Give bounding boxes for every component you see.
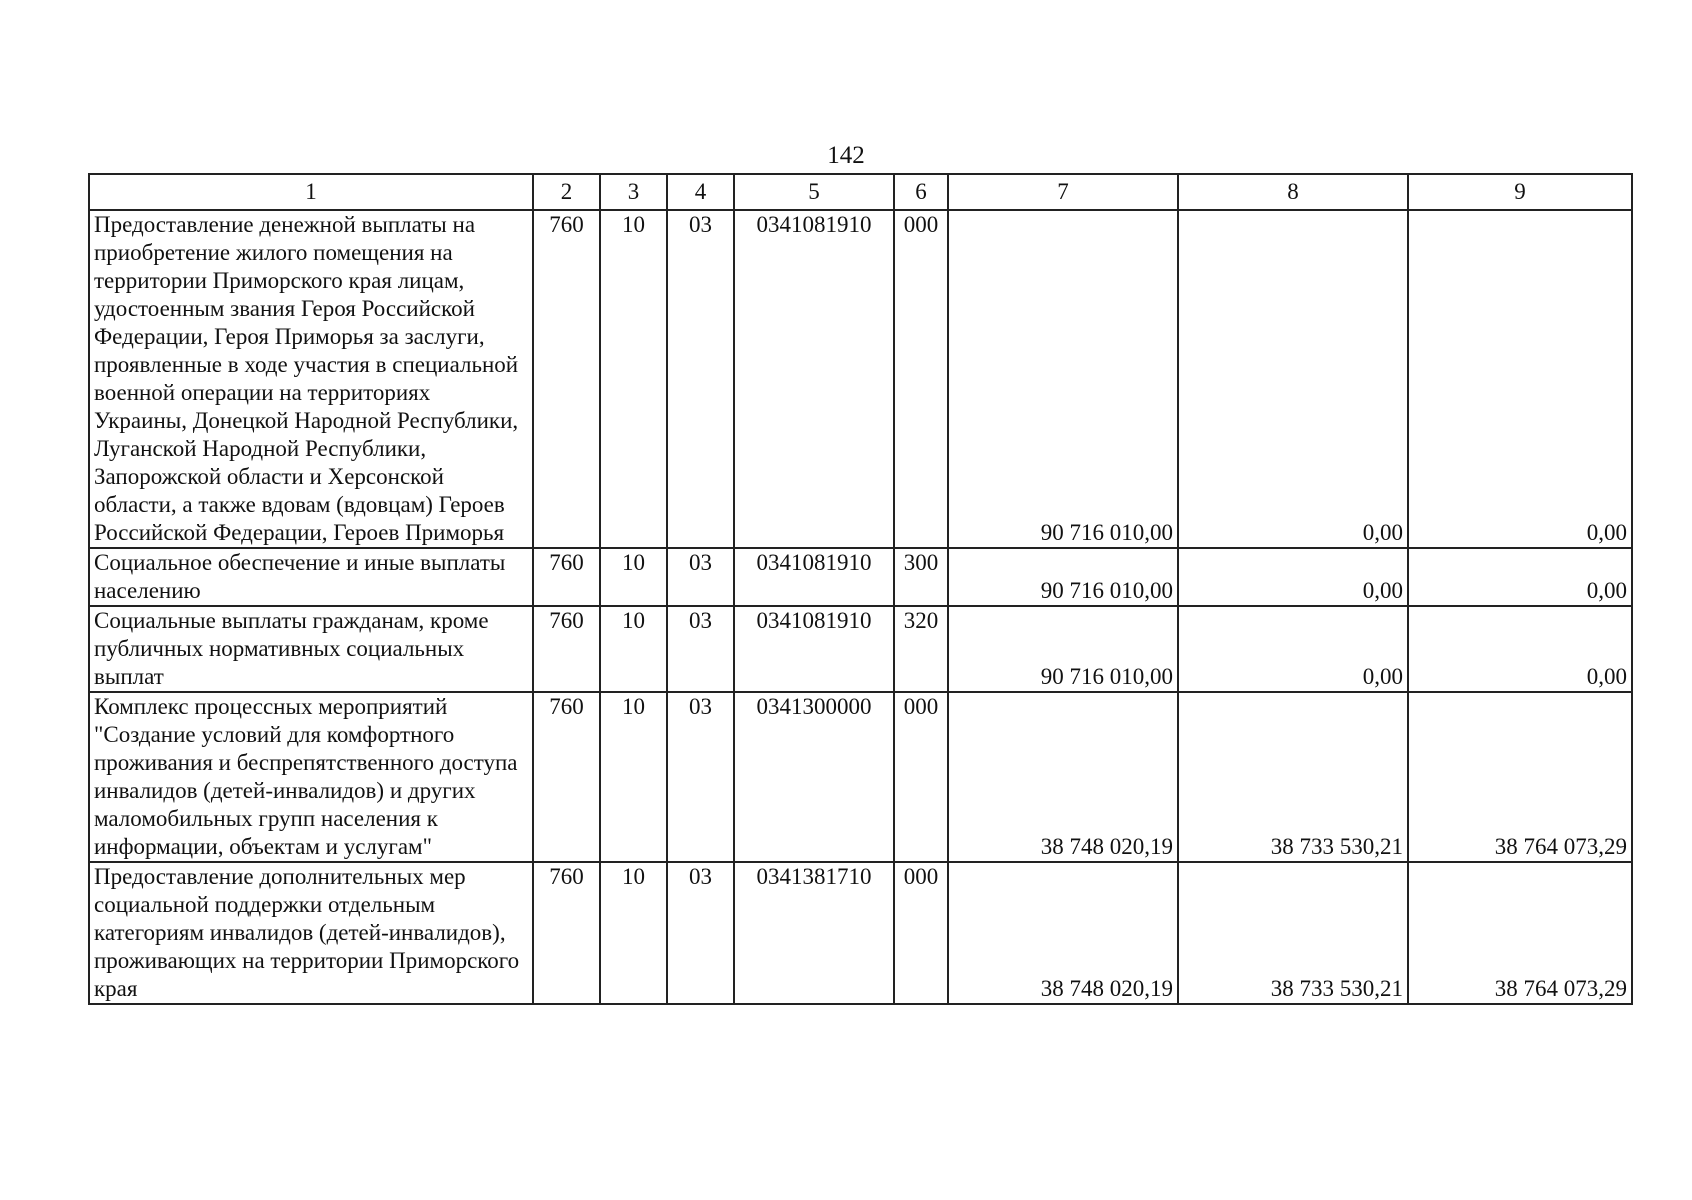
col-7-amount: 90 716 010,00 <box>948 606 1178 692</box>
col-4-cell: 03 <box>667 606 734 692</box>
col-7-amount: 90 716 010,00 <box>948 210 1178 548</box>
col-5-cell: 0341081910 <box>734 606 894 692</box>
col-9-amount: 0,00 <box>1408 606 1632 692</box>
col-9-amount: 0,00 <box>1408 210 1632 548</box>
row-name: Предоставление денежной выплаты на приобретение жилого помещения на территории Приморского края лицам, удостоенным звания Героя Российской Федерации, Героя Приморья за заслуги, проявленные в ходе участия в специальной военной операции на территориях Украины, Донецкой Народной Республики, Луганской Народной Республики, Запорожской области и Херсонской области, а также вдовам (вдовцам) Героев Российской Федерации, Героев Приморья <box>89 210 533 548</box>
col-6-cell: 000 <box>894 210 948 548</box>
col-4-cell: 03 <box>667 210 734 548</box>
table-row <box>89 862 1632 1004</box>
col-9-amount: 38 764 073,29 <box>1408 692 1632 862</box>
row-name: Предоставление дополнительных мер социальной поддержки отдельным категориям инвалидов (детей-инвалидов), проживающих на территории Приморского края <box>89 862 533 1004</box>
col-4-cell: 03 <box>667 862 734 1004</box>
col-2-cell: 760 <box>533 606 600 692</box>
col-4-cell: 03 <box>667 692 734 862</box>
header-cell: 5 <box>734 174 894 210</box>
table-row <box>89 210 1632 548</box>
row-name: Комплекс процессных мероприятий "Создание условий для комфортного проживания и беспрепятственного доступа инвалидов (детей-инвалидов) и других маломобильных групп населения к информации, объектам и услугам" <box>89 692 533 862</box>
col-2-cell: 760 <box>533 692 600 862</box>
col-6-cell: 000 <box>894 692 948 862</box>
header-cell: 1 <box>89 174 533 210</box>
col-4-cell: 03 <box>667 548 734 606</box>
header-cell: 4 <box>667 174 734 210</box>
row-name: Социальные выплаты гражданам, кроме публичных нормативных социальных выплат <box>89 606 533 692</box>
col-6-cell: 000 <box>894 862 948 1004</box>
col-7-amount: 90 716 010,00 <box>948 548 1178 606</box>
header-cell: 3 <box>600 174 667 210</box>
header-cell: 2 <box>533 174 600 210</box>
col-9-amount: 0,00 <box>1408 548 1632 606</box>
col-5-cell: 0341300000 <box>734 692 894 862</box>
row-name: Социальное обеспечение и иные выплаты населению <box>89 548 533 606</box>
col-3-cell: 10 <box>600 548 667 606</box>
col-7-amount: 38 748 020,19 <box>948 692 1178 862</box>
col-3-cell: 10 <box>600 862 667 1004</box>
col-8-amount: 0,00 <box>1178 606 1408 692</box>
col-8-amount: 0,00 <box>1178 210 1408 548</box>
header-cell: 6 <box>894 174 948 210</box>
table-row <box>89 548 1632 606</box>
col-6-cell: 300 <box>894 548 948 606</box>
col-2-cell: 760 <box>533 862 600 1004</box>
page-number: 142 <box>827 142 865 169</box>
col-8-amount: 0,00 <box>1178 548 1408 606</box>
col-2-cell: 760 <box>533 210 600 548</box>
col-3-cell: 10 <box>600 692 667 862</box>
header-row <box>89 174 1632 210</box>
col-2-cell: 760 <box>533 548 600 606</box>
col-8-amount: 38 733 530,21 <box>1178 862 1408 1004</box>
col-9-amount: 38 764 073,29 <box>1408 862 1632 1004</box>
col-8-amount: 38 733 530,21 <box>1178 692 1408 862</box>
col-3-cell: 10 <box>600 606 667 692</box>
header-cell: 8 <box>1178 174 1408 210</box>
table-row <box>89 692 1632 862</box>
col-7-amount: 38 748 020,19 <box>948 862 1178 1004</box>
header-cell: 7 <box>948 174 1178 210</box>
col-5-cell: 0341081910 <box>734 548 894 606</box>
budget-table <box>88 173 1633 1005</box>
table-row <box>89 606 1632 692</box>
col-6-cell: 320 <box>894 606 948 692</box>
col-5-cell: 0341081910 <box>734 210 894 548</box>
col-5-cell: 0341381710 <box>734 862 894 1004</box>
col-3-cell: 10 <box>600 210 667 548</box>
header-cell: 9 <box>1408 174 1632 210</box>
